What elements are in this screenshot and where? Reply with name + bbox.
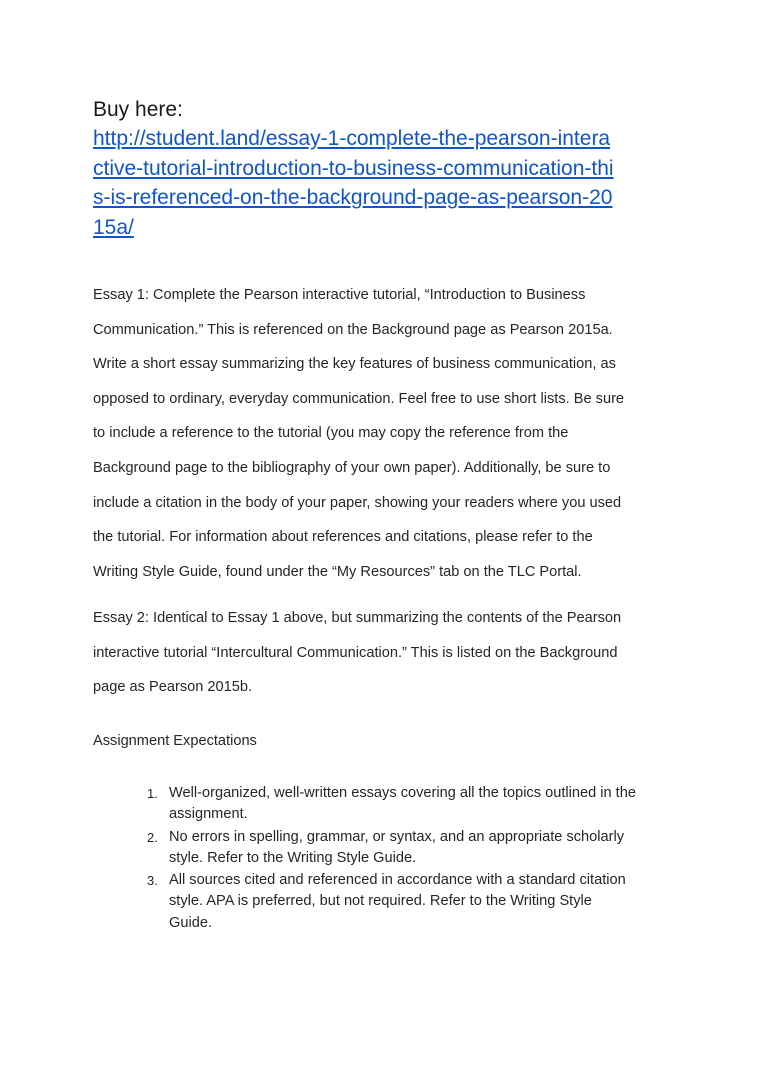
assignment-expectations-heading: [93, 724, 693, 759]
essay-2-line: Essay 2: Identical to Essay 1 above, but summarizing the contents of the Pearson: [93, 610, 622, 626]
list-item: [136, 827, 696, 870]
essay-1-line: include a citation in the body of your paper, showing your readers where you used: [93, 494, 622, 511]
list-item-number: 1.: [147, 786, 158, 801]
essay-1-line: to include a reference to the tutorial (you may copy the reference from the: [93, 425, 569, 442]
essay-2-line: interactive tutorial “Intercultural Communication.” This is listed on the Background: [93, 644, 618, 661]
purchase-link-line: http://student.land/essay-1-complete-the-pearson-intera: [93, 127, 611, 150]
purchase-link-line: s-is-referenced-on-the-background-page-as-pearson-20: [93, 186, 613, 209]
expectations-list: [136, 783, 696, 935]
list-item-line: All sources cited and referenced in accordance with a standard citation: [169, 872, 626, 889]
essay-1-line: Writing Style Guide, found under the “My Resources” tab on the TLC Portal.: [93, 563, 582, 580]
list-item-line: assignment.: [169, 806, 248, 823]
list-item-number: 2.: [147, 829, 158, 845]
buy-here-label: Buy here:: [93, 98, 183, 121]
purchase-link-line: 15a/: [93, 215, 134, 239]
list-item-line: style. APA is preferred, but not required. Refer to the Writing Style: [169, 893, 592, 910]
essay-2-line: page as Pearson 2015b.: [93, 679, 253, 696]
list-item-line: No errors in spelling, grammar, or syntax, and an appropriate scholarly: [169, 828, 625, 845]
essay-2-paragraph: [93, 601, 693, 705]
list-item-line: style. Refer to the Writing Style Guide.: [169, 849, 417, 866]
list-item-line: Guide.: [169, 914, 212, 931]
essay-1-paragraph: [93, 278, 693, 589]
essay-1-line: the tutorial. For information about references and citations, please refer to the: [93, 529, 593, 546]
essay-1-line: opposed to ordinary, everyday communication. Feel free to use short lists. Be sure: [93, 390, 625, 407]
essay-1-line: Communication.” This is referenced on the Background page as Pearson 2015a.: [93, 321, 613, 338]
essay-1-line: Essay 1: Complete the Pearson interactive tutorial, “Introduction to Business: [93, 287, 586, 303]
essay-1-line: Background page to the bibliography of your own paper). Additionally, be sure to: [93, 459, 611, 476]
purchase-link-line: ctive-tutorial-introduction-to-business-communication-thi: [93, 156, 614, 180]
list-item-number: 3.: [147, 873, 158, 889]
assignment-expectations-heading-text: Assignment Expectations: [93, 733, 257, 749]
list-item-line: Well-organized, well-written essays covering all the topics outlined in the: [169, 785, 636, 801]
purchase-link[interactable]: [93, 124, 614, 242]
list-item: [136, 783, 696, 826]
list-item: [136, 870, 696, 934]
essay-1-line: Write a short essay summarizing the key features of business communication, as: [93, 356, 616, 373]
